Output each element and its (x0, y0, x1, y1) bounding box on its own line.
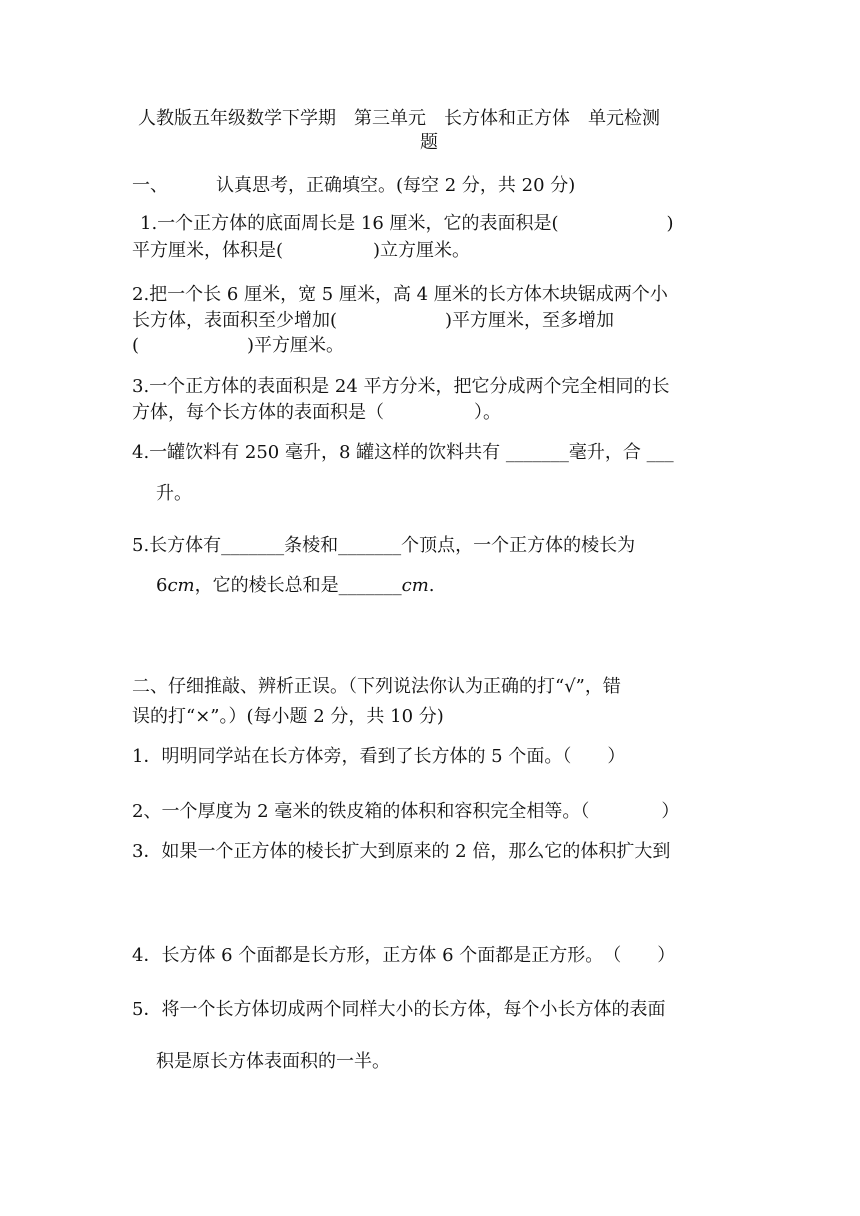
question-2-5-line1: 5．将一个长方体切成两个同样大小的长方体，每个小长方体的表面 (132, 999, 666, 1020)
question-1-3-line2: 方体，每个长方体的表面积是（ ）。 (132, 402, 501, 423)
question-2-4: 4．长方体 6 个面都是长方形，正方体 6 个面都是正方形。 （ ） (132, 945, 676, 966)
section1-heading-text: 认真思考，正确填空。(每空 2 分，共 20 分) (216, 175, 576, 196)
question-2-2: 2、一个厚度为 2 毫米的铁皮箱的体积和容积完全相等。（ ） (132, 801, 680, 822)
question-1-5-line1: 5.长方体有_______条棱和_______个顶点，一个正方体的棱长为 (132, 535, 636, 556)
worksheet-title-continued: 题 (420, 132, 438, 153)
question-1-2-line3: ( )平方厘米。 (132, 335, 345, 356)
question-2-1: 1．明明同学站在长方体旁，看到了长方体的 5 个面。（ ） (132, 746, 626, 767)
section1-heading (132, 175, 575, 197)
section2-heading-line1: 二、仔细推敲、辨析正误。（下列说法你认为正确的打“√”，错 (132, 676, 621, 697)
question-1-2-line2: 长方体，表面积至少增加( )平方厘米，至多增加 (132, 310, 615, 331)
question-1-2-line1: 2.把一个长 6 厘米，宽 5 厘米，高 4 厘米的长方体木块锯成两个小 (132, 284, 668, 305)
question-1-5-end: . (428, 575, 435, 596)
question-1-1-line1: 1.一个正方体的底面周长是 16 厘米，它的表面积是( ) (140, 213, 674, 234)
unit-cm: cm (401, 575, 429, 596)
question-1-5-middle: ，它的棱长总和是_______ (194, 575, 402, 596)
question-2-3-line1: 3．如果一个正方体的棱长扩大到原来的 2 倍，那么它的体积扩大到 (132, 841, 671, 862)
question-1-4-line1: 4.一罐饮料有 250 毫升，8 罐这样的饮料共有 _______毫升，合 ___ (132, 442, 674, 463)
question-1-4-line2: 升。 (156, 483, 192, 504)
unit-cm: cm (167, 575, 195, 596)
question-1-3-line1: 3.一个正方体的表面积是 24 平方分米，把它分成两个完全相同的长 (132, 376, 670, 397)
edge-length-number: 6 (156, 575, 168, 596)
section2-heading-line2: 误的打“×”。）(每小题 2 分，共 10 分) (132, 706, 444, 727)
question-1-1-line2: 平方厘米，体积是( )立方厘米。 (132, 240, 471, 261)
question-1-5-line2 (156, 575, 435, 597)
worksheet-title: 人教版五年级数学下学期 第三单元 长方体和正方体 单元检测 (138, 108, 660, 129)
question-2-5-line2: 积是原长方体表面积的一半。 (156, 1051, 390, 1072)
section1-number: 一、 (132, 175, 168, 196)
